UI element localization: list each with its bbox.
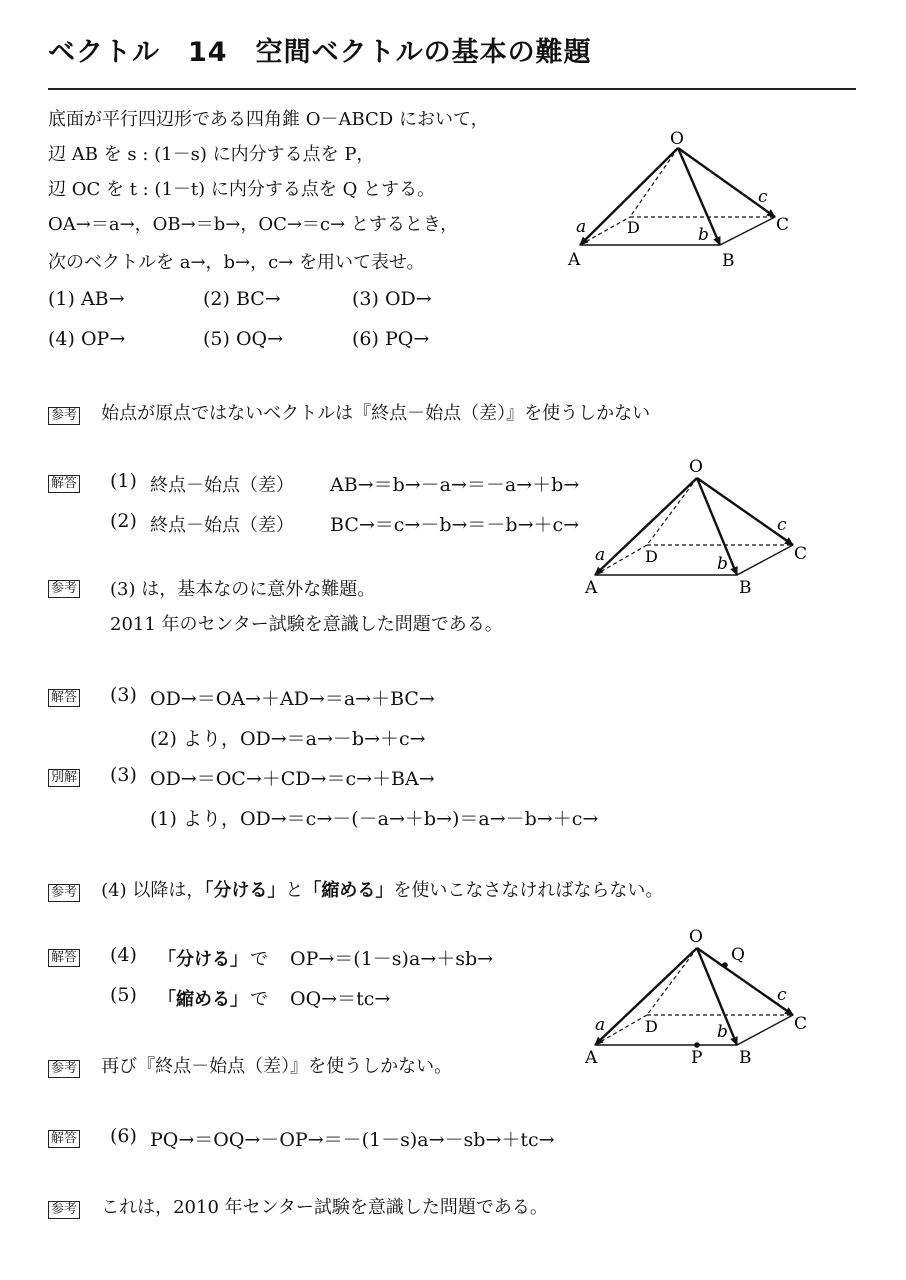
sol-4-label: 「分ける」	[158, 949, 248, 970]
problem-line-3: 辺 OC を t : (1－t) に内分する点を Q とする。	[48, 179, 436, 200]
label-vec-a: a	[595, 1015, 606, 1035]
sol-6-num: (6)	[110, 1125, 137, 1147]
label-vec-b: b	[717, 554, 728, 574]
edge-od	[630, 148, 678, 217]
note-block-1	[48, 399, 650, 425]
kaito-tag: 解答	[48, 475, 80, 493]
label-q: Q	[731, 945, 745, 965]
note-block-4	[48, 1052, 452, 1078]
note-3-pre: (4) 以降は，	[101, 880, 205, 901]
sanko-tag: 参考	[48, 407, 80, 425]
note-3-bold-2: 「縮める」	[303, 880, 394, 901]
label-d: D	[645, 1017, 658, 1036]
label-p: P	[691, 1048, 703, 1068]
problem-line-4: OA→＝a→，OB→＝b→，OC→＝c→ とするとき，	[48, 214, 459, 235]
sol-3-num: (3)	[110, 684, 137, 706]
sol-5-suffix: で	[250, 989, 268, 1010]
sol-5-eq: OQ→＝tc→	[290, 988, 391, 1010]
pyramid-figure-1	[560, 120, 800, 270]
label-b: B	[739, 578, 752, 598]
sanko-tag: 参考	[48, 1060, 80, 1078]
problem-item-2: (2) BC→	[203, 288, 281, 310]
label-vec-c: c	[758, 187, 768, 207]
alt-3-eq-2: (1) より，OD→＝c→－(－a→＋b→)＝a→－b→＋c→	[150, 808, 599, 830]
sanko-tag: 参考	[48, 580, 80, 598]
point-q	[722, 962, 728, 968]
problem-item-1: (1) AB→	[48, 288, 125, 310]
alt-3-eq-1: OD→＝OC→＋CD→＝c→＋BA→	[150, 768, 435, 790]
label-vec-c: c	[777, 985, 787, 1005]
pyramid-figure-3	[575, 920, 815, 1070]
kaito-tag: 解答	[48, 689, 80, 707]
edge-bc	[720, 217, 775, 245]
label-o: O	[689, 927, 703, 947]
pyramid-edges	[595, 478, 793, 575]
sol-5-label: 「縮める」	[158, 989, 248, 1010]
label-vec-c: c	[777, 515, 787, 535]
title-divider	[48, 88, 856, 90]
sol-1-label: 終点－始点（差）	[150, 475, 294, 496]
label-a: A	[585, 1048, 598, 1068]
sol-6-eq: PQ→＝OQ→－OP→＝－(1－s)a→－sb→＋tc→	[150, 1129, 555, 1151]
label-vec-b: b	[698, 225, 709, 245]
label-a: A	[585, 578, 598, 598]
note-3-mid: と	[285, 880, 304, 901]
sanko-tag: 参考	[48, 1201, 80, 1219]
problem-line-1: 底面が平行四辺形である四角錐 O－ABCD において，	[48, 109, 489, 130]
kaito-tag-3	[48, 686, 80, 707]
note-4-text: 再び『終点－始点（差）』を使うしかない。	[101, 1056, 453, 1077]
label-vec-b: b	[717, 1022, 728, 1042]
label-c: C	[776, 215, 790, 235]
note-5-text: これは，2010 年センター試験を意識した問題である。	[101, 1197, 548, 1218]
problem-item-5: (5) OQ→	[203, 328, 284, 350]
label-o: O	[689, 457, 703, 477]
kaito-tag: 解答	[48, 1130, 80, 1148]
note-3-bold-1: 「分ける」	[204, 880, 286, 901]
betsukai-label: 別解	[48, 769, 80, 787]
sol-4-eq: OP→＝(1－s)a→＋sb→	[290, 948, 494, 970]
note-block-5	[48, 1193, 548, 1219]
problem-item-4: (4) OP→	[48, 328, 126, 350]
sol-3-eq-1: OD→＝OA→＋AD→＝a→＋BC→	[150, 688, 435, 710]
note-3-post: を使いこなさなければならない。	[393, 880, 664, 901]
problem-line-2: 辺 AB を s : (1－s) に内分する点を P，	[48, 144, 375, 165]
alt-3-num: (3)	[110, 764, 137, 786]
kaito-tag-1	[48, 472, 80, 493]
sol-4-num: (4)	[110, 944, 137, 966]
problem-item-3: (3) OD→	[352, 288, 432, 310]
betsukai-tag	[48, 766, 80, 787]
label-a: A	[568, 250, 581, 270]
sol-1-eq: AB→＝b→－a→＝－a→＋b→	[330, 474, 580, 496]
label-b: B	[739, 1048, 752, 1068]
note-block-3	[48, 876, 663, 902]
problem-line-5: 次のベクトルを a→，b→，c→ を用いて表せ。	[48, 252, 425, 273]
sanko-tag-2	[48, 577, 80, 598]
note-2-line-1: (3) は，基本なのに意外な難題。	[110, 579, 376, 600]
sol-5-num: (5)	[110, 984, 137, 1006]
problem-item-6: (6) PQ→	[352, 328, 430, 350]
sanko-tag: 参考	[48, 884, 80, 902]
kaito-tag-4	[48, 946, 80, 967]
sol-1-num: (1)	[110, 470, 137, 492]
label-b: B	[722, 251, 735, 270]
sol-2-label: 終点－始点（差）	[150, 515, 294, 536]
label-o: O	[670, 129, 684, 149]
pyramid-edges	[595, 948, 793, 1045]
pyramid-figure-2	[575, 450, 815, 600]
point-p	[694, 1042, 700, 1048]
sol-2-eq: BC→＝c→－b→＝－b→＋c→	[330, 514, 580, 536]
pyramid-edges	[580, 148, 775, 245]
note-text: 始点が原点ではないベクトルは『終点－始点（差）』を使うしかない	[101, 403, 651, 424]
label-d: D	[627, 218, 640, 237]
label-d: D	[645, 547, 658, 566]
label-vec-a: a	[595, 545, 606, 565]
kaito-tag: 解答	[48, 949, 80, 967]
label-c: C	[794, 544, 808, 564]
page-title: ベクトル 14 空間ベクトルの基本の難題	[48, 37, 592, 68]
sol-4-suffix: で	[250, 949, 268, 970]
label-vec-a: a	[576, 217, 587, 237]
note-2-line-2: 2011 年のセンター試験を意識した問題である。	[110, 614, 503, 635]
label-c: C	[794, 1014, 808, 1034]
sol-3-eq-2: (2) より，OD→＝a→－b→＋c→	[150, 728, 426, 750]
kaito-tag-6	[48, 1127, 80, 1148]
sol-2-num: (2)	[110, 510, 137, 532]
